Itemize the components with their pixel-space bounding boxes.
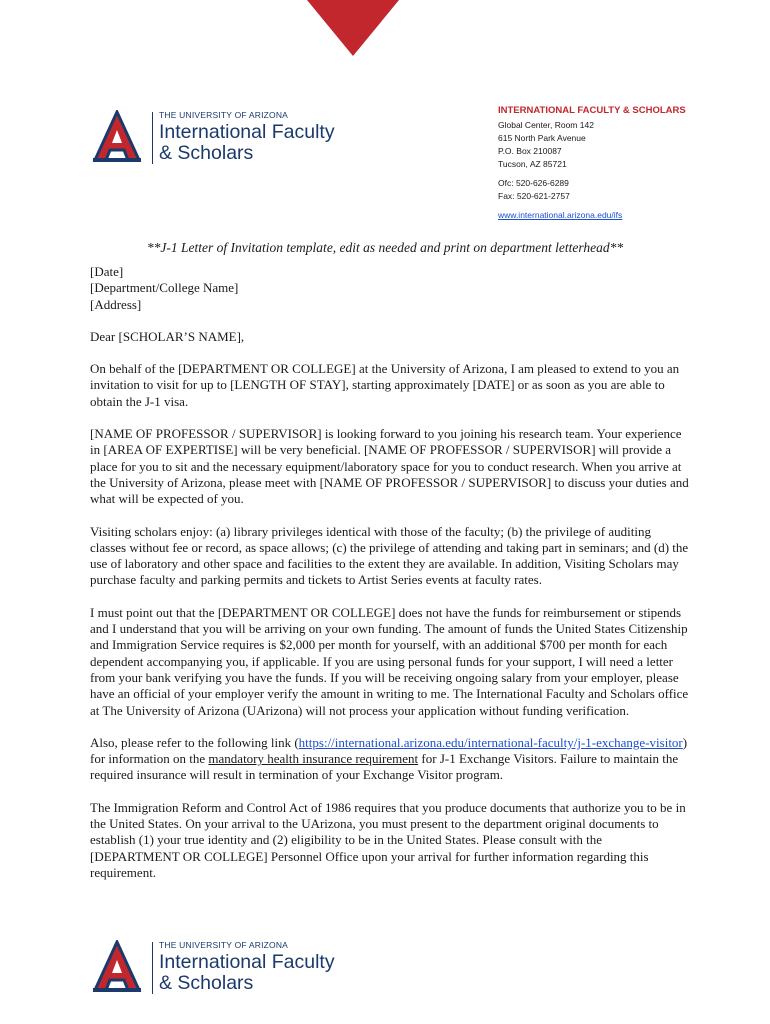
address-line: 615 North Park Avenue bbox=[498, 133, 586, 143]
recipient-department: [Department/College Name] bbox=[90, 280, 239, 296]
paragraph-invitation: On behalf of the [DEPARTMENT OR COLLEGE] at the University of Arizona, I am pleased to extend to you an invitation to visit for up to [LENGTH OF STAY], starting approximately [DATE] or as soon as you are able to obtain the J-1 visa. bbox=[90, 361, 680, 409]
letter-body bbox=[90, 264, 690, 897]
insurance-text-a: Also, please refer to the following link ( bbox=[90, 734, 299, 750]
dept-name-line1: International Faculty bbox=[159, 121, 335, 143]
j1-exchange-visitor-link[interactable]: https://international.arizona.edu/international-faculty/j-1-exchange-visitor bbox=[298, 734, 683, 750]
paragraph-funding: I must point out that the [DEPARTMENT OR COLLEGE] does not have the funds for reimbursement or stipends and I understand that you will be arriving on your own funding. The amount of funds the United States Citizenship and Immigration Service requires is $2,000 per month for yourself, with an additional $700 per month for each dependent accompanying you, if applicable. If you are using personal funds for your support, I will need a letter from your bank verifying you have the funds. If you will be receiving ongoing salary from your employer, please have an official of your employer verify the amount in writing to me. The International Faculty and Scholars office at The University of Arizona (UArizona) will not process your application without funding verification. bbox=[90, 604, 689, 718]
recipient-block bbox=[90, 264, 690, 313]
paragraph-privileges: Visiting scholars enjoy: (a) library privileges identical with those of the faculty; (b) the privilege of auditing classes without fee or record, as space allows; (c) the privilege of attending and taking part in seminars; and (d) the use of laboratory and other space and facilities to the extent they are available. In addition, Visiting Scholars may purchase faculty and parking permits and tickets to Artist Series events at faculty rates. bbox=[90, 523, 689, 588]
logo-divider bbox=[152, 942, 153, 994]
university-name: THE UNIVERSITY OF ARIZONA bbox=[159, 110, 289, 120]
ua-ifs-logo-top bbox=[92, 110, 335, 166]
paragraph-irca: The Immigration Reform and Control Act of 1986 requires that you produce documents that authorize you to be in the United States. On your arrival to the UArizona, you must present to the department original documents to establish (1) your true identity and (2) eligibility to be in the United States. Please consult with the [DEPARTMENT OR COLLEGE] Personnel Office upon your arrival for further information regarding this requirement. bbox=[90, 799, 686, 880]
header-red-triangle bbox=[307, 0, 399, 56]
office-address-block bbox=[498, 104, 686, 222]
paragraph-supervisor: [NAME OF PROFESSOR / SUPERVISOR] is looking forward to you joining his research team. Your experience in [AREA OF EXPERTISE] will be very beneficial. [NAME OF PROFESSOR / SUPERVISOR] will provide a place for you to sit and the necessary equipment/laboratory space for you to conduct research. When you arrive at the University of Arizona, please meet with [NAME OF PROFESSOR / SUPERVISOR] to discuss your duties and what will be expected of you. bbox=[90, 426, 689, 507]
dept-name-line1: International Faculty bbox=[159, 951, 335, 973]
address-line: P.O. Box 210087 bbox=[498, 146, 562, 156]
template-note: **J-1 Letter of Invitation template, edit as needed and print on department letterhead** bbox=[146, 240, 624, 255]
university-name: THE UNIVERSITY OF ARIZONA bbox=[159, 940, 289, 950]
dept-name-line2: & Scholars bbox=[159, 972, 254, 994]
arizona-a-logo-icon bbox=[92, 940, 142, 996]
office-website-link[interactable]: www.international.arizona.edu/ifs bbox=[498, 210, 623, 220]
insurance-text-b: ) for information on the bbox=[90, 734, 688, 767]
insurance-text-c: for J-1 Exchange Visitors. Failure to maintain the required insurance will result in termination of your Exchange Visitor program. bbox=[90, 751, 679, 783]
insurance-requirement-text: mandatory health insurance requirement bbox=[208, 751, 419, 767]
logo-divider bbox=[152, 112, 153, 164]
recipient-date: [Date] bbox=[90, 264, 124, 279]
paragraph-insurance bbox=[90, 735, 690, 784]
ua-ifs-logo-bottom bbox=[92, 940, 335, 996]
salutation: Dear [SCHOLAR’S NAME], bbox=[90, 328, 245, 344]
office-name: INTERNATIONAL FACULTY & SCHOLARS bbox=[498, 105, 686, 116]
recipient-address: [Address] bbox=[90, 296, 142, 312]
arizona-a-logo-icon bbox=[92, 110, 142, 166]
office-fax: Fax: 520-621-2757 bbox=[498, 191, 570, 201]
office-phone: Ofc: 520-626-6289 bbox=[498, 178, 569, 188]
dept-name-line2: & Scholars bbox=[159, 142, 254, 164]
address-line: Tucson, AZ 85721 bbox=[498, 159, 567, 169]
address-line: Global Center, Room 142 bbox=[498, 120, 594, 130]
